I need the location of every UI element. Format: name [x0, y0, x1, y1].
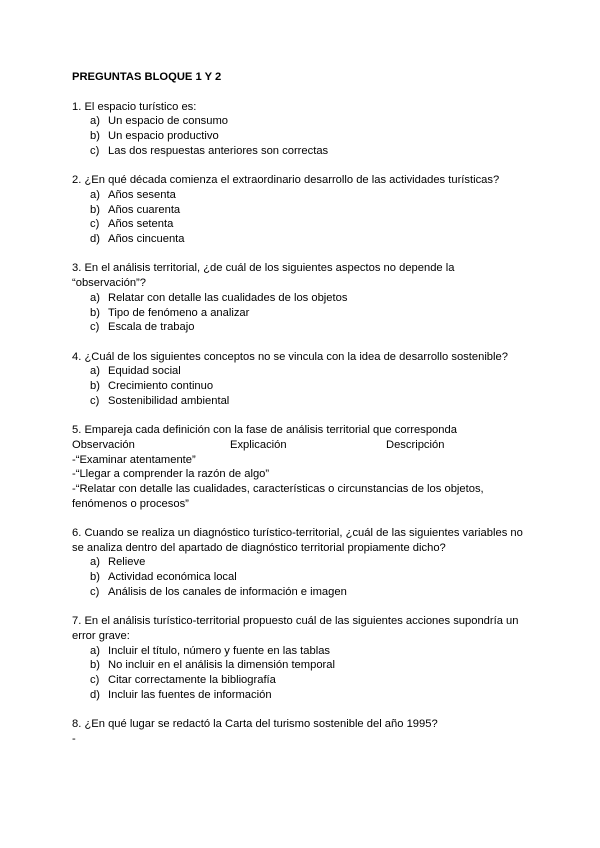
question-text-line-1: 3. En el análisis territorial, ¿de cuál de los siguientes aspectos no depende la — [72, 262, 455, 275]
option-text: Tipo de fenómeno a analizar — [108, 306, 250, 319]
option-item — [72, 306, 542, 321]
option-list — [72, 291, 542, 335]
option-letter: c) — [90, 674, 100, 687]
document-title: PREGUNTAS BLOQUE 1 Y 2 — [72, 71, 222, 83]
option-text: Relieve — [108, 556, 146, 569]
option-item — [72, 188, 542, 203]
option-text: Citar correctamente la bibliografía — [108, 674, 276, 687]
option-letter: a) — [90, 644, 100, 657]
option-text: Un espacio productivo — [108, 130, 219, 143]
option-item — [72, 291, 542, 306]
option-item — [72, 129, 542, 144]
option-item — [72, 320, 542, 335]
option-list — [72, 188, 542, 247]
option-text: Crecimiento continuo — [108, 380, 214, 393]
document-page — [72, 70, 542, 761]
option-item — [72, 585, 542, 600]
column-descripcion: Descripción — [386, 438, 445, 451]
option-item — [72, 394, 542, 409]
option-text: Años cuarenta — [108, 203, 181, 216]
option-letter: b) — [90, 306, 100, 319]
option-letter: a) — [90, 291, 100, 304]
question-text-line-2: “observación”? — [72, 277, 146, 290]
question-text: 5. Empareja cada definición con la fase de análisis territorial que corresponda — [72, 424, 457, 437]
option-letter: c) — [90, 585, 100, 598]
option-text: Años cincuenta — [108, 233, 185, 246]
definition-item: -“Examinar atentamente” — [72, 453, 196, 466]
option-item — [72, 232, 542, 247]
option-item — [72, 203, 542, 218]
question-8 — [72, 717, 542, 746]
option-text: Análisis de los canales de información e imagen — [108, 585, 347, 598]
option-letter: a) — [90, 188, 100, 201]
option-letter: b) — [90, 130, 100, 143]
option-item — [72, 570, 542, 585]
question-text: 1. El espacio turístico es: — [72, 100, 197, 113]
option-text: Años sesenta — [108, 188, 176, 201]
question-3 — [72, 261, 542, 335]
option-text: Un espacio de consumo — [108, 115, 229, 128]
question-2 — [72, 173, 542, 247]
column-explicacion: Explicación — [230, 438, 287, 451]
option-item — [72, 688, 542, 703]
option-text: Las dos respuestas anteriores son correctas — [108, 144, 329, 157]
question-text: 4. ¿Cuál de los siguientes conceptos no se vincula con la idea de desarrollo sostenible? — [72, 350, 508, 363]
question-text-line-1: 7. En el análisis turístico-territorial propuesto cuál de las siguientes acciones supondría un — [72, 615, 519, 628]
option-letter: b) — [90, 571, 100, 584]
option-item — [72, 658, 542, 673]
option-item — [72, 379, 542, 394]
definition-item: -“Llegar a comprender la razón de algo” — [72, 468, 270, 481]
question-text-line-2: error grave: — [72, 629, 130, 642]
question-text-line-1: 6. Cuando se realiza un diagnóstico turístico-territorial, ¿cuál de las siguientes variables no — [72, 527, 523, 539]
option-item — [72, 644, 542, 659]
option-letter: b) — [90, 659, 100, 672]
option-text: Actividad económica local — [108, 571, 237, 584]
option-text: Escala de trabajo — [108, 321, 195, 334]
answer-line: - — [72, 732, 76, 745]
option-text: No incluir en el análisis la dimensión temporal — [108, 659, 335, 672]
option-list — [72, 114, 542, 158]
option-letter: d) — [90, 688, 100, 701]
column-observacion: Observación — [72, 438, 135, 451]
option-letter: a) — [90, 556, 100, 569]
option-text: Sostenibilidad ambiental — [108, 394, 230, 407]
option-item — [72, 364, 542, 379]
option-letter: c) — [90, 321, 100, 334]
question-5 — [72, 423, 542, 511]
option-letter: a) — [90, 365, 100, 378]
option-text: Equidad social — [108, 365, 181, 378]
option-letter: c) — [90, 218, 100, 231]
question-6 — [72, 526, 542, 600]
question-text: 2. ¿En qué década comienza el extraordinario desarrollo de las actividades turísticas? — [72, 174, 500, 187]
option-letter: a) — [90, 115, 100, 128]
option-item — [72, 217, 542, 232]
question-1 — [72, 100, 542, 159]
matching-columns-header — [72, 438, 542, 453]
option-text: Incluir las fuentes de información — [108, 688, 272, 701]
option-letter: b) — [90, 380, 100, 393]
option-text: Años setenta — [108, 218, 174, 231]
question-7 — [72, 614, 542, 702]
option-item — [72, 114, 542, 129]
option-text: Incluir el título, número y fuente en las tablas — [108, 644, 331, 657]
question-4 — [72, 350, 542, 409]
option-list — [72, 364, 542, 408]
option-item — [72, 673, 542, 688]
option-letter: d) — [90, 233, 100, 246]
definition-item-continuation: fenómenos o procesos” — [72, 497, 189, 510]
option-item — [72, 144, 542, 159]
option-letter: b) — [90, 203, 100, 216]
definition-item: -“Relatar con detalle las cualidades, características o circunstancias de los objetos, — [72, 482, 484, 495]
option-list — [72, 644, 542, 703]
option-list — [72, 555, 542, 599]
option-letter: c) — [90, 394, 100, 407]
option-letter: c) — [90, 144, 100, 157]
option-text: Relatar con detalle las cualidades de los objetos — [108, 291, 348, 304]
option-item — [72, 555, 542, 570]
question-text-line-2: se analiza dentro del apartado de diagnóstico territorial propiamente dicho? — [72, 541, 446, 554]
question-text: 8. ¿En qué lugar se redactó la Carta del turismo sostenible del año 1995? — [72, 718, 438, 731]
